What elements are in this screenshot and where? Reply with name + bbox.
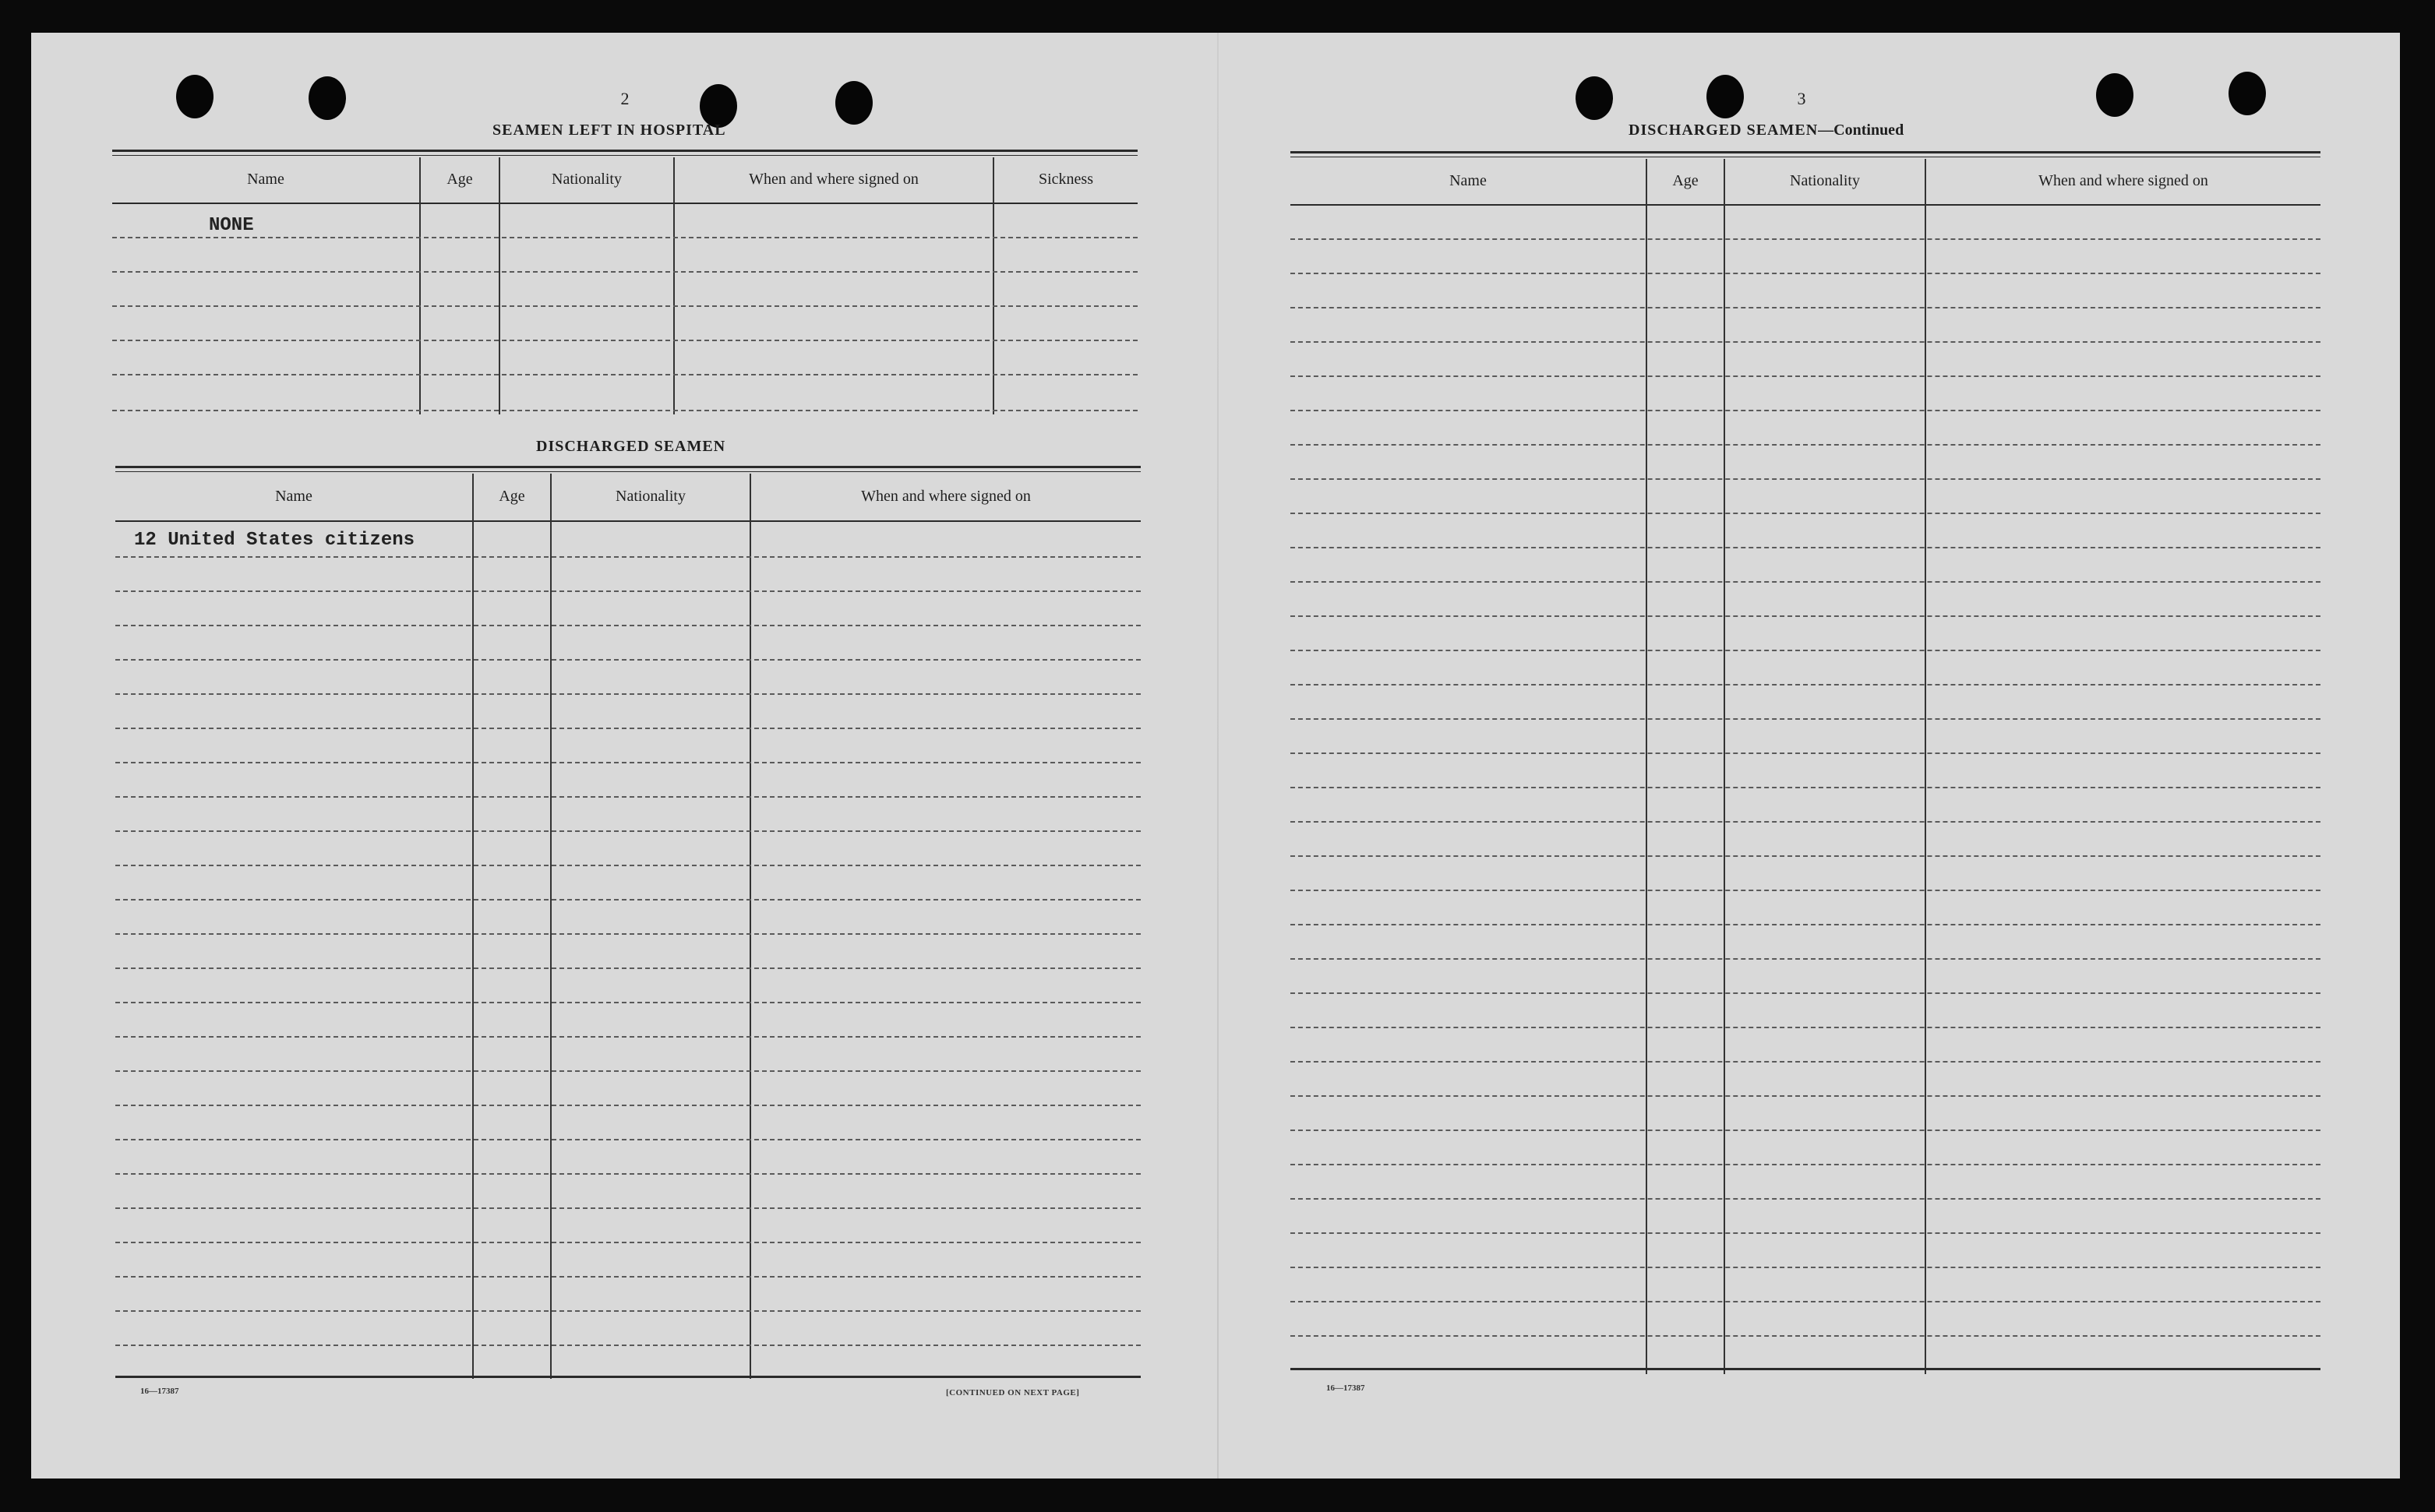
ruled-line xyxy=(1290,958,2320,960)
ruled-line xyxy=(1290,341,2320,343)
column-header-nationality: Nationality xyxy=(1790,171,1860,189)
ruled-line xyxy=(1290,855,2320,857)
hospital-table xyxy=(112,150,1138,414)
ruled-line xyxy=(1290,1232,2320,1234)
ruled-line xyxy=(115,1070,1141,1072)
page-fold xyxy=(1217,33,1219,1479)
ruled-line xyxy=(115,1207,1141,1209)
column-header-sickness: Sickness xyxy=(1039,170,1093,188)
ruled-line xyxy=(1290,581,2320,583)
ruled-line xyxy=(1290,1267,2320,1268)
ruled-line xyxy=(1290,684,2320,686)
discharged-continued-table xyxy=(1290,151,2320,1374)
ruled-line xyxy=(1290,821,2320,823)
ruled-line xyxy=(115,1173,1141,1175)
ruled-line xyxy=(1290,718,2320,720)
ruled-line xyxy=(1290,890,2320,891)
ruled-line xyxy=(115,625,1141,626)
ruled-line xyxy=(1290,375,2320,377)
ruled-line xyxy=(1290,1095,2320,1097)
ruled-line xyxy=(115,556,1141,558)
column-header-age: Age xyxy=(1672,171,1699,189)
ruled-line xyxy=(1290,444,2320,446)
column-header-age: Age xyxy=(499,487,525,505)
discharged-continued-title xyxy=(1629,122,1904,139)
column-header-signed-on: When and where signed on xyxy=(861,487,1031,505)
ruled-line xyxy=(1290,615,2320,617)
ruled-line xyxy=(115,659,1141,661)
column-header-nationality: Nationality xyxy=(552,170,622,188)
ruled-line xyxy=(115,762,1141,763)
ruled-line xyxy=(1290,924,2320,925)
ruled-line xyxy=(115,1242,1141,1243)
ruled-line xyxy=(115,865,1141,866)
ruled-line xyxy=(1290,1301,2320,1302)
ruled-line xyxy=(1290,1027,2320,1028)
ruled-line xyxy=(115,1310,1141,1312)
column-header-name: Name xyxy=(1449,171,1487,189)
ruled-line xyxy=(1290,787,2320,788)
column-header-age: Age xyxy=(446,170,473,188)
ruled-line xyxy=(115,590,1141,592)
ruled-line xyxy=(115,899,1141,901)
ruled-line xyxy=(115,1276,1141,1278)
column-header-name: Name xyxy=(247,170,284,188)
ruled-line xyxy=(1290,1164,2320,1165)
title-suffix: —Continued xyxy=(1818,122,1904,139)
ruled-line xyxy=(1290,410,2320,411)
discharged-table xyxy=(115,466,1141,1379)
form-number-left: 16—17387 xyxy=(140,1387,179,1396)
ruled-line xyxy=(1290,307,2320,308)
punch-hole xyxy=(835,81,873,125)
ruled-line xyxy=(115,967,1141,969)
ruled-line xyxy=(115,693,1141,695)
hospital-entry-none: NONE xyxy=(209,215,254,236)
punch-hole xyxy=(176,75,214,118)
discharged-entry-summary: 12 United States citizens xyxy=(134,530,415,551)
ruled-line xyxy=(115,830,1141,832)
page-number-left: 2 xyxy=(620,89,630,108)
ruled-line xyxy=(1290,478,2320,480)
ruled-line xyxy=(115,1036,1141,1038)
continued-note: [CONTINUED ON NEXT PAGE] xyxy=(946,1388,1080,1397)
title-main: DISCHARGED SEAMEN xyxy=(1629,122,1819,139)
punch-hole xyxy=(1706,75,1744,118)
ruled-line xyxy=(1290,1335,2320,1337)
ruled-line xyxy=(115,1345,1141,1346)
ruled-line xyxy=(1290,1198,2320,1200)
ruled-line xyxy=(1290,992,2320,994)
discharged-section-title: DISCHARGED SEAMEN xyxy=(536,438,726,455)
ruled-line xyxy=(1290,513,2320,514)
column-header-signed-on: When and where signed on xyxy=(2038,171,2208,189)
ruled-line xyxy=(115,933,1141,935)
column-header-name: Name xyxy=(275,487,312,505)
column-header-nationality: Nationality xyxy=(616,487,686,505)
punch-hole xyxy=(1576,76,1613,120)
ruled-line xyxy=(1290,1130,2320,1131)
ruled-line xyxy=(1290,752,2320,754)
ruled-line xyxy=(1290,1061,2320,1063)
page-number-right: 3 xyxy=(1797,89,1806,108)
punch-hole xyxy=(2229,72,2266,115)
column-header-signed-on: When and where signed on xyxy=(749,170,919,188)
ruled-line xyxy=(1290,238,2320,240)
ruled-line xyxy=(115,728,1141,729)
ruled-line xyxy=(115,1002,1141,1003)
ruled-line xyxy=(1290,650,2320,651)
ruled-line xyxy=(115,796,1141,798)
ruled-line xyxy=(115,1105,1141,1106)
ruled-line xyxy=(1290,547,2320,548)
form-number-right: 16—17387 xyxy=(1326,1383,1365,1393)
punch-hole xyxy=(309,76,346,120)
hospital-section-title: SEAMEN LEFT IN HOSPITAL xyxy=(492,122,726,139)
ruled-line xyxy=(115,1139,1141,1140)
punch-hole xyxy=(2096,73,2133,117)
ruled-line xyxy=(1290,273,2320,274)
